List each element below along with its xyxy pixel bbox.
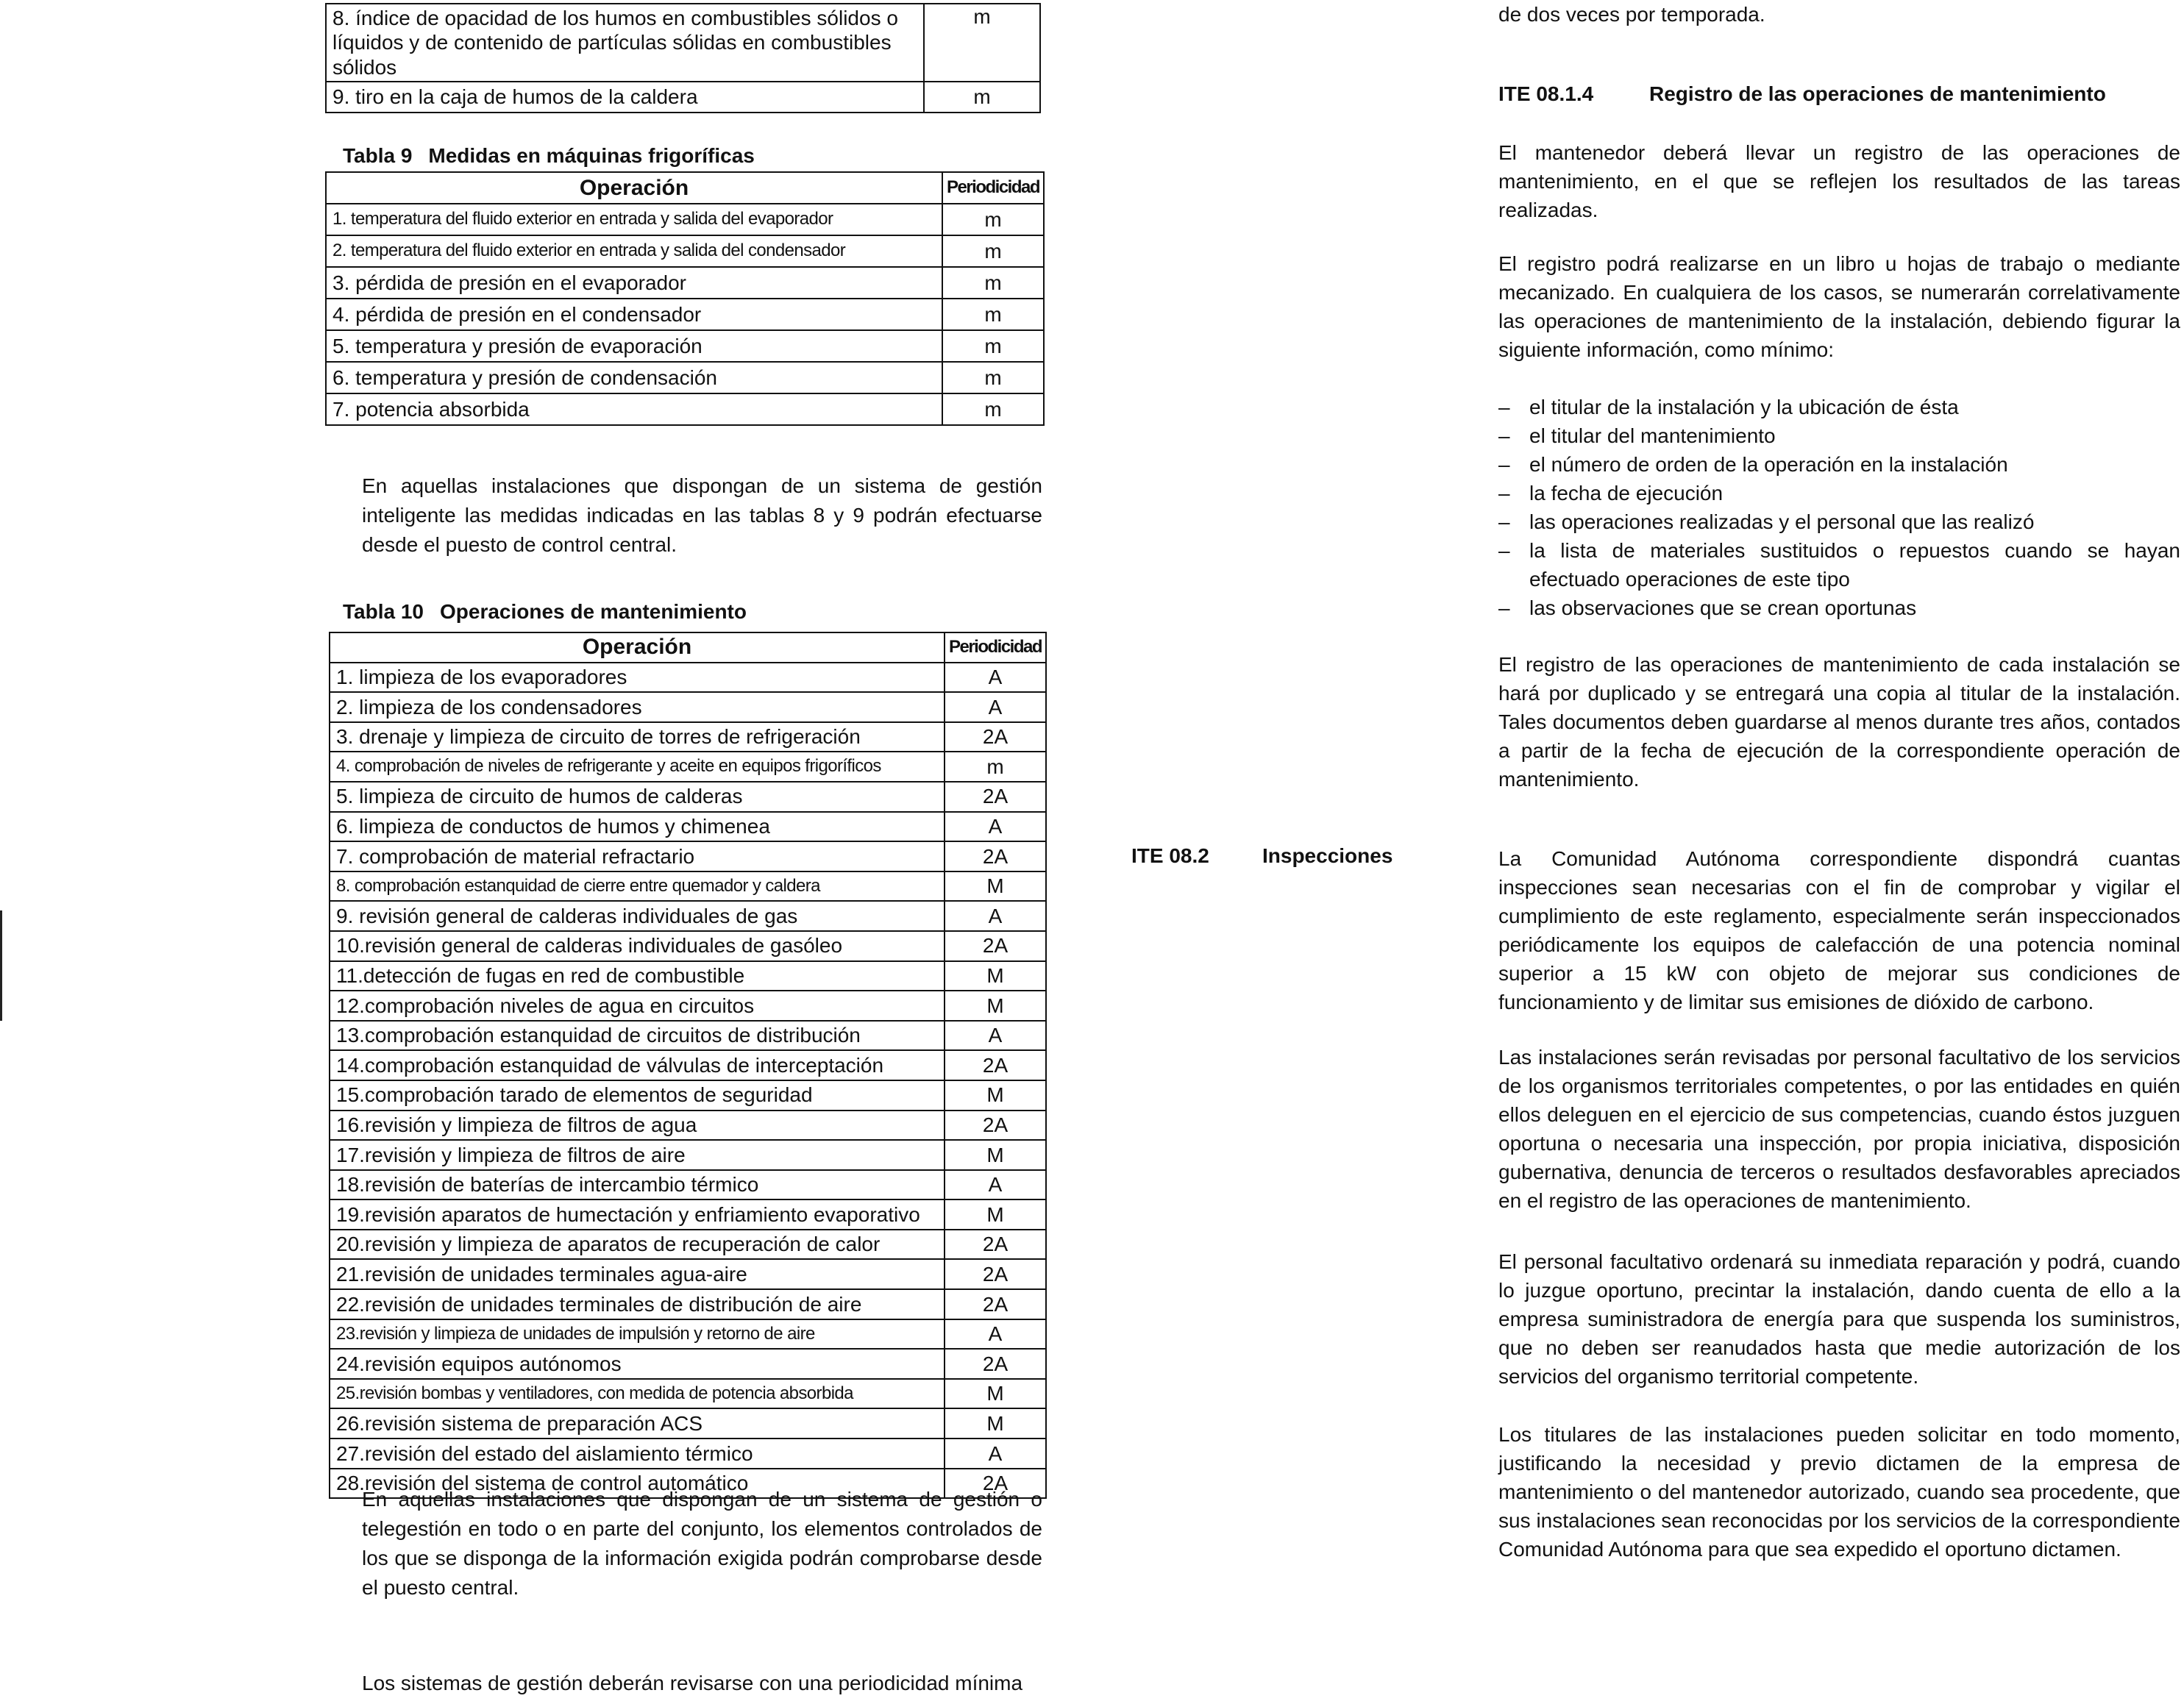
table-row xyxy=(330,871,1046,902)
operation-cell: 11.detección de fugas en red de combustible xyxy=(330,961,945,991)
periodicity-cell: 2A xyxy=(945,1111,1046,1141)
table-row xyxy=(330,722,1046,752)
periodicity-cell: 2A xyxy=(945,1230,1046,1260)
periodicity-cell: A xyxy=(945,812,1046,842)
table-row xyxy=(326,393,1044,425)
periodicity-cell: m xyxy=(942,330,1044,362)
operation-cell: 25.revisión bombas y ventiladores, con medida de potencia absorbida xyxy=(330,1379,945,1409)
table-row xyxy=(330,841,1046,871)
list-item: – el titular de la instalación y la ubicación de ésta xyxy=(1498,393,2180,421)
operation-cell: 13.comprobación estanquidad de circuitos de distribución xyxy=(330,1021,945,1051)
header-operation: Operación xyxy=(330,632,945,663)
list-item: – la lista de materiales sustituidos o repuestos cuando se hayan efectuado operaciones de este tipo xyxy=(1498,536,2180,593)
operation-cell: 20.revisión y limpieza de aparatos de recuperación de calor xyxy=(330,1230,945,1260)
paragraph-gestion-inteligente: En aquellas instalaciones que dispongan de un sistema de gestión inteligente las medidas indicadas en las tablas 8 y 9 podrán efectuarse desde el puesto de control central. xyxy=(362,474,1042,556)
operation-cell: 16.revisión y limpieza de filtros de agua xyxy=(330,1111,945,1141)
operation-cell: 6. limpieza de conductos de humos y chimenea xyxy=(330,812,945,842)
list-item: – las operaciones realizadas y el personal que las realizó xyxy=(1498,507,2180,536)
table-header-row xyxy=(330,632,1046,663)
operation-cell: 26.revisión sistema de preparación ACS xyxy=(330,1408,945,1439)
periodicity-cell: 2A xyxy=(945,931,1046,961)
header-periodicity: Periodicidad xyxy=(945,632,1046,663)
operation-cell: 17.revisión y limpieza de filtros de aire xyxy=(330,1140,945,1170)
table-row xyxy=(330,1319,1046,1350)
operation-cell: 5. limpieza de circuito de humos de calderas xyxy=(330,782,945,812)
periodicity-cell: 2A xyxy=(945,1469,1046,1499)
periodicity-cell: M xyxy=(945,1140,1046,1170)
paragraph-inspecciones-4: Los titulares de las instalaciones pueden solicitar en todo momento, justificando la necesidad y previo dictamen de la empresa de mantenimiento o del mantenedor autorizado, cuando sea procedente, que sus instalaciones sean reconocidas por los servicios de la correspondiente Comunidad Autónoma para que sea expedido el oportuno dictamen. xyxy=(1498,1423,2180,1561)
operation-cell: 3. pérdida de presión en el evaporador xyxy=(326,267,942,299)
periodicity-cell: A xyxy=(945,663,1046,693)
section-heading-ite-08-2 xyxy=(1131,844,1393,868)
table-10-caption xyxy=(343,600,747,624)
table-row xyxy=(326,82,1040,113)
table-row xyxy=(330,1259,1046,1289)
operation-cell: 22.revisión de unidades terminales de distribución de aire xyxy=(330,1289,945,1319)
paragraph-inspecciones-3: El personal facultativo ordenará su inmediata reparación y podrá, cuando lo juzgue oportuno, precintar la instalación, dando cuenta de ello a la empresa suministradora de energía para que suspenda los suministros, que no deben ser reanudados hasta que medie autorización de los servicios del organismo territorial competente. xyxy=(1498,1250,2180,1388)
table-row xyxy=(330,1379,1046,1409)
table-row xyxy=(330,1111,1046,1141)
header-operation: Operación xyxy=(326,172,942,204)
table-10 xyxy=(329,632,1047,1499)
paragraph-inspecciones-1: La Comunidad Autónoma correspondiente dispondrá cuantas inspecciones sean necesarias con el fin de comprobar y vigilar el cumplimiento de este reglamento, especialmente serán inspeccionados periódicamente los equipos de calefacción de una potencia nominal superior a 15 kW con objeto de mejorar sus condiciones de funcionamiento y de limitar sus emisiones de dióxido de carbono. xyxy=(1498,847,2180,1013)
periodicity-cell: A xyxy=(945,1170,1046,1200)
paragraph-sistemas-gestion: Los sistemas de gestión deberán revisarse con una periodicidad mínima xyxy=(362,1672,1023,1694)
periodicity-cell: A xyxy=(945,1439,1046,1469)
operation-cell: 4. pérdida de presión en el condensador xyxy=(326,299,942,330)
periodicity-cell: 2A xyxy=(945,1289,1046,1319)
table-row xyxy=(330,1199,1046,1230)
operation-cell: 24.revisión equipos autónomos xyxy=(330,1349,945,1379)
operation-cell: 2. temperatura del fluido exterior en entrada y salida del condensador xyxy=(326,235,942,267)
table-row xyxy=(330,1140,1046,1170)
periodicity-cell: M xyxy=(945,961,1046,991)
section-heading-ite-08-1-4 xyxy=(1498,82,2106,106)
operation-cell: 12.comprobación niveles de agua en circuitos xyxy=(330,991,945,1021)
operation-cell: 9. revisión general de calderas individuales de gas xyxy=(330,901,945,931)
operation-cell: 3. drenaje y limpieza de circuito de torres de refrigeración xyxy=(330,722,945,752)
table-row xyxy=(326,267,1044,299)
operation-cell: 5. temperatura y presión de evaporación xyxy=(326,330,942,362)
periodicity-cell: A xyxy=(945,901,1046,931)
operation-cell: 14.comprobación estanquidad de válvulas de interceptación xyxy=(330,1050,945,1080)
table-9 xyxy=(325,171,1045,426)
operation-cell: 2. limpieza de los condensadores xyxy=(330,692,945,722)
table-row xyxy=(330,931,1046,961)
table-row xyxy=(326,204,1044,235)
periodicity-cell: M xyxy=(945,1408,1046,1439)
header-periodicity: Periodicidad xyxy=(942,172,1044,204)
periodicity-cell: m xyxy=(942,267,1044,299)
caption-number: Tabla 9 xyxy=(343,144,413,167)
periodicity-cell: M xyxy=(945,1199,1046,1230)
list-item: – las observaciones que se crean oportunas xyxy=(1498,593,2180,622)
table-row xyxy=(330,692,1046,722)
periodicity-cell: M xyxy=(945,1379,1046,1409)
table-row xyxy=(330,1230,1046,1260)
periodicity-cell: m xyxy=(942,204,1044,235)
periodicity-cell: m xyxy=(942,393,1044,425)
section-title: Registro de las operaciones de mantenimiento xyxy=(1649,82,2106,105)
operation-cell: 19.revisión aparatos de humectación y enfriamiento evaporativo xyxy=(330,1199,945,1230)
paragraph-inspecciones-2: Las instalaciones serán revisadas por personal facultativo de los servicios de los organismos territoriales competentes, o por las entidades en quién ellos deleguen en el ejercicio de sus competencias, cuando éstos juzguen oportuna o necesaria una inspección, por propia iniciativa, disposición gubernativa, denuncia de terceros o resultados desfavorables apreciados en el registro de las operaciones de mantenimiento. xyxy=(1498,1046,2180,1212)
table-row xyxy=(330,1021,1046,1051)
operation-cell: 21.revisión de unidades terminales agua-aire xyxy=(330,1259,945,1289)
table-9-caption xyxy=(343,144,755,168)
periodicity-cell: 2A xyxy=(945,782,1046,812)
periodicity-cell: 2A xyxy=(945,1259,1046,1289)
operation-cell: 4. comprobación de niveles de refrigerante y aceite en equipos frigoríficos xyxy=(330,752,945,782)
operation-cell: 1. temperatura del fluido exterior en entrada y salida del evaporador xyxy=(326,204,942,235)
operation-cell: 8. comprobación estanquidad de cierre entre quemador y caldera xyxy=(330,871,945,902)
caption-number: Tabla 10 xyxy=(343,600,424,623)
periodicity-cell: 2A xyxy=(945,1349,1046,1379)
operation-cell: 23.revisión y limpieza de unidades de impulsión y retorno de aire xyxy=(330,1319,945,1350)
table-row xyxy=(326,4,1040,82)
list-item: – la fecha de ejecución xyxy=(1498,479,2180,507)
table-row xyxy=(330,901,1046,931)
list-item: – el titular del mantenimiento xyxy=(1498,421,2180,450)
periodicity-cell: M xyxy=(945,1080,1046,1111)
table-row xyxy=(330,812,1046,842)
table-row xyxy=(326,299,1044,330)
table-row xyxy=(330,1080,1046,1111)
periodicity-cell: 2A xyxy=(945,841,1046,871)
paragraph-registro-3: El registro de las operaciones de mantenimiento de cada instalación se hará por duplicado y se entregará una copia al titular de la instalación. Tales documentos deben guardarse al menos durante tres años, contados a partir de la fecha de ejecución de la correspondiente operación de mantenimiento. xyxy=(1498,653,2180,791)
table-row xyxy=(326,362,1044,393)
section-number: ITE 08.1.4 xyxy=(1498,82,1594,105)
periodicity-cell: A xyxy=(945,1319,1046,1350)
section-title: Inspecciones xyxy=(1262,844,1393,867)
caption-title: Operaciones de mantenimiento xyxy=(439,600,747,623)
table-row xyxy=(330,1289,1046,1319)
operation-cell: 10.revisión general de calderas individuales de gasóleo xyxy=(330,931,945,961)
operation-cell: 7. potencia absorbida xyxy=(326,393,942,425)
table-row xyxy=(330,991,1046,1021)
operation-cell: 15.comprobación tarado de elementos de seguridad xyxy=(330,1080,945,1111)
table-row xyxy=(330,1050,1046,1080)
operation-cell: 27.revisión del estado del aislamiento térmico xyxy=(330,1439,945,1469)
periodicity-cell: A xyxy=(945,692,1046,722)
table-row xyxy=(330,782,1046,812)
periodicity-cell: m xyxy=(942,299,1044,330)
section-number: ITE 08.2 xyxy=(1131,844,1209,867)
periodicity-cell: m xyxy=(942,362,1044,393)
operation-cell: 8. índice de opacidad de los humos en combustibles sólidos o líquidos y de contenido de partículas sólidas en combustibles sólidos xyxy=(326,4,924,82)
list-item: – el número de orden de la operación en la instalación xyxy=(1498,450,2180,479)
paragraph-continuation: de dos veces por temporada. xyxy=(1498,3,1765,26)
paragraph-telegestion: En aquellas instalaciones que dispongan de un sistema de gestión o telegestión en todo o en parte del conjunto, los elementos controlados de los que se disponga de la información exigida podrán comprobarse desde el puesto central. xyxy=(362,1488,1042,1599)
registro-info-list xyxy=(1498,393,2180,622)
periodicity-cell: M xyxy=(945,871,1046,902)
operation-cell: 7. comprobación de material refractario xyxy=(330,841,945,871)
periodicity-cell: A xyxy=(945,1021,1046,1051)
operation-cell: 1. limpieza de los evaporadores xyxy=(330,663,945,693)
table-row xyxy=(330,1439,1046,1469)
periodicity-cell: M xyxy=(945,991,1046,1021)
table-row xyxy=(330,1170,1046,1200)
periodicity-cell: m xyxy=(942,235,1044,267)
table-row xyxy=(330,1349,1046,1379)
operation-cell: 18.revisión de baterías de intercambio térmico xyxy=(330,1170,945,1200)
table-row xyxy=(330,961,1046,991)
periodicity-cell: 2A xyxy=(945,722,1046,752)
operation-cell: 6. temperatura y presión de condensación xyxy=(326,362,942,393)
periodicity-cell: m xyxy=(924,82,1040,113)
table-row xyxy=(330,752,1046,782)
paragraph-registro-1: El mantenedor deberá llevar un registro de las operaciones de mantenimiento, en el que se reflejen los resultados de las tareas realizadas. xyxy=(1498,141,2180,221)
table-8-continuation xyxy=(325,3,1041,113)
table-header-row xyxy=(326,172,1044,204)
caption-title: Medidas en máquinas frigoríficas xyxy=(428,144,755,167)
periodicity-cell: m xyxy=(924,4,1040,82)
table-row xyxy=(326,330,1044,362)
table-row xyxy=(330,663,1046,693)
operation-cell: 28.revisión del sistema de control automático xyxy=(330,1469,945,1499)
periodicity-cell: m xyxy=(945,752,1046,782)
paragraph-registro-2: El registro podrá realizarse en un libro u hojas de trabajo o mediante mecanizado. En cualquiera de los casos, se numerarán correlativamente las operaciones de mantenimiento de la instalación, debiendo figurar la siguiente información, como mínimo: xyxy=(1498,252,2180,361)
periodicity-cell: 2A xyxy=(945,1050,1046,1080)
table-row xyxy=(326,235,1044,267)
operation-cell: 9. tiro en la caja de humos de la caldera xyxy=(326,82,924,113)
table-row xyxy=(330,1408,1046,1439)
